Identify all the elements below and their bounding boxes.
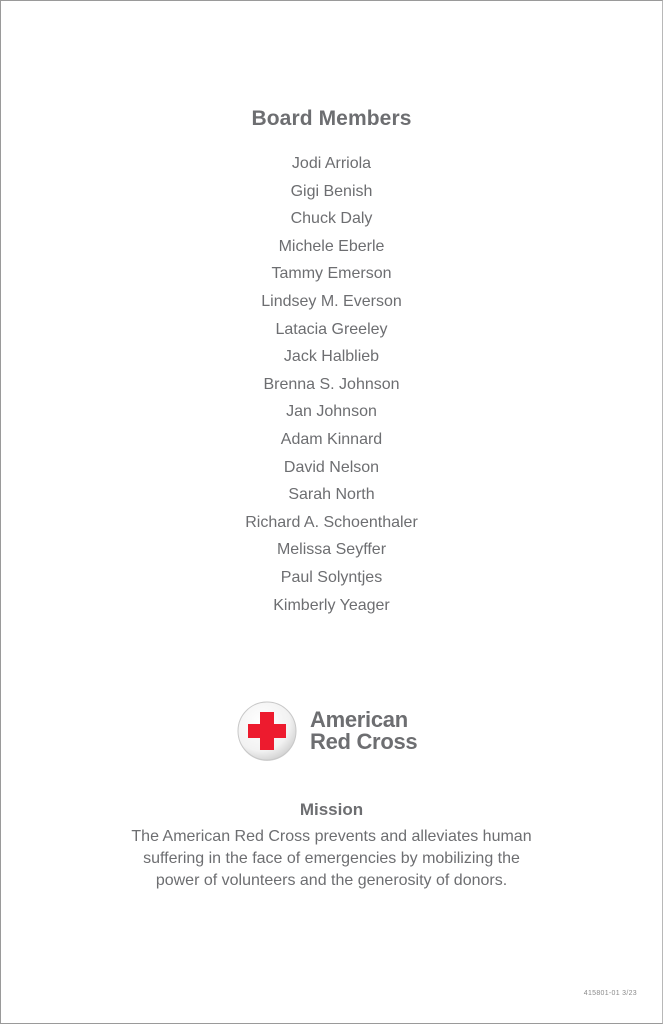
- board-member: Kimberly Yeager: [273, 596, 390, 614]
- board-member: Tammy Emerson: [271, 265, 392, 283]
- board-member: Lindsey M. Everson: [261, 292, 402, 310]
- board-member: Jan Johnson: [286, 403, 377, 421]
- board-member: Sarah North: [288, 486, 375, 504]
- board-member: Brenna S. Johnson: [263, 375, 400, 393]
- board-member: Jodi Arriola: [291, 155, 372, 172]
- board-member: Chuck Daly: [290, 210, 373, 228]
- logo-line-1: American: [310, 707, 408, 732]
- board-members-list: [0, 152, 663, 621]
- board-member: Michele Eberle: [278, 237, 385, 255]
- board-member: Paul Solyntjes: [280, 568, 383, 586]
- board-member: Richard A. Schoenthaler: [245, 513, 418, 531]
- mission-heading: Mission: [299, 800, 364, 819]
- mission-statement: The American Red Cross prevents and alleviates human suffering in the face of emergencies by mobilizing the power of volunteers and the generosity of donors.: [131, 828, 532, 889]
- red-cross-icon: [237, 700, 299, 762]
- board-members-heading: Board Members: [251, 107, 412, 130]
- document-code: 415801-01 3/23: [583, 990, 637, 997]
- board-member: Gigi Benish: [290, 182, 373, 200]
- board-member: Jack Halblieb: [283, 348, 380, 366]
- logo-wordmark: [310, 709, 417, 753]
- logo-line-2: Red Cross: [310, 729, 418, 754]
- board-member: Melissa Seyffer: [276, 541, 387, 559]
- american-red-cross-logo: [237, 700, 429, 766]
- board-member: David Nelson: [283, 458, 380, 476]
- board-member: Latacia Greeley: [275, 320, 388, 338]
- board-member: Adam Kinnard: [280, 430, 383, 448]
